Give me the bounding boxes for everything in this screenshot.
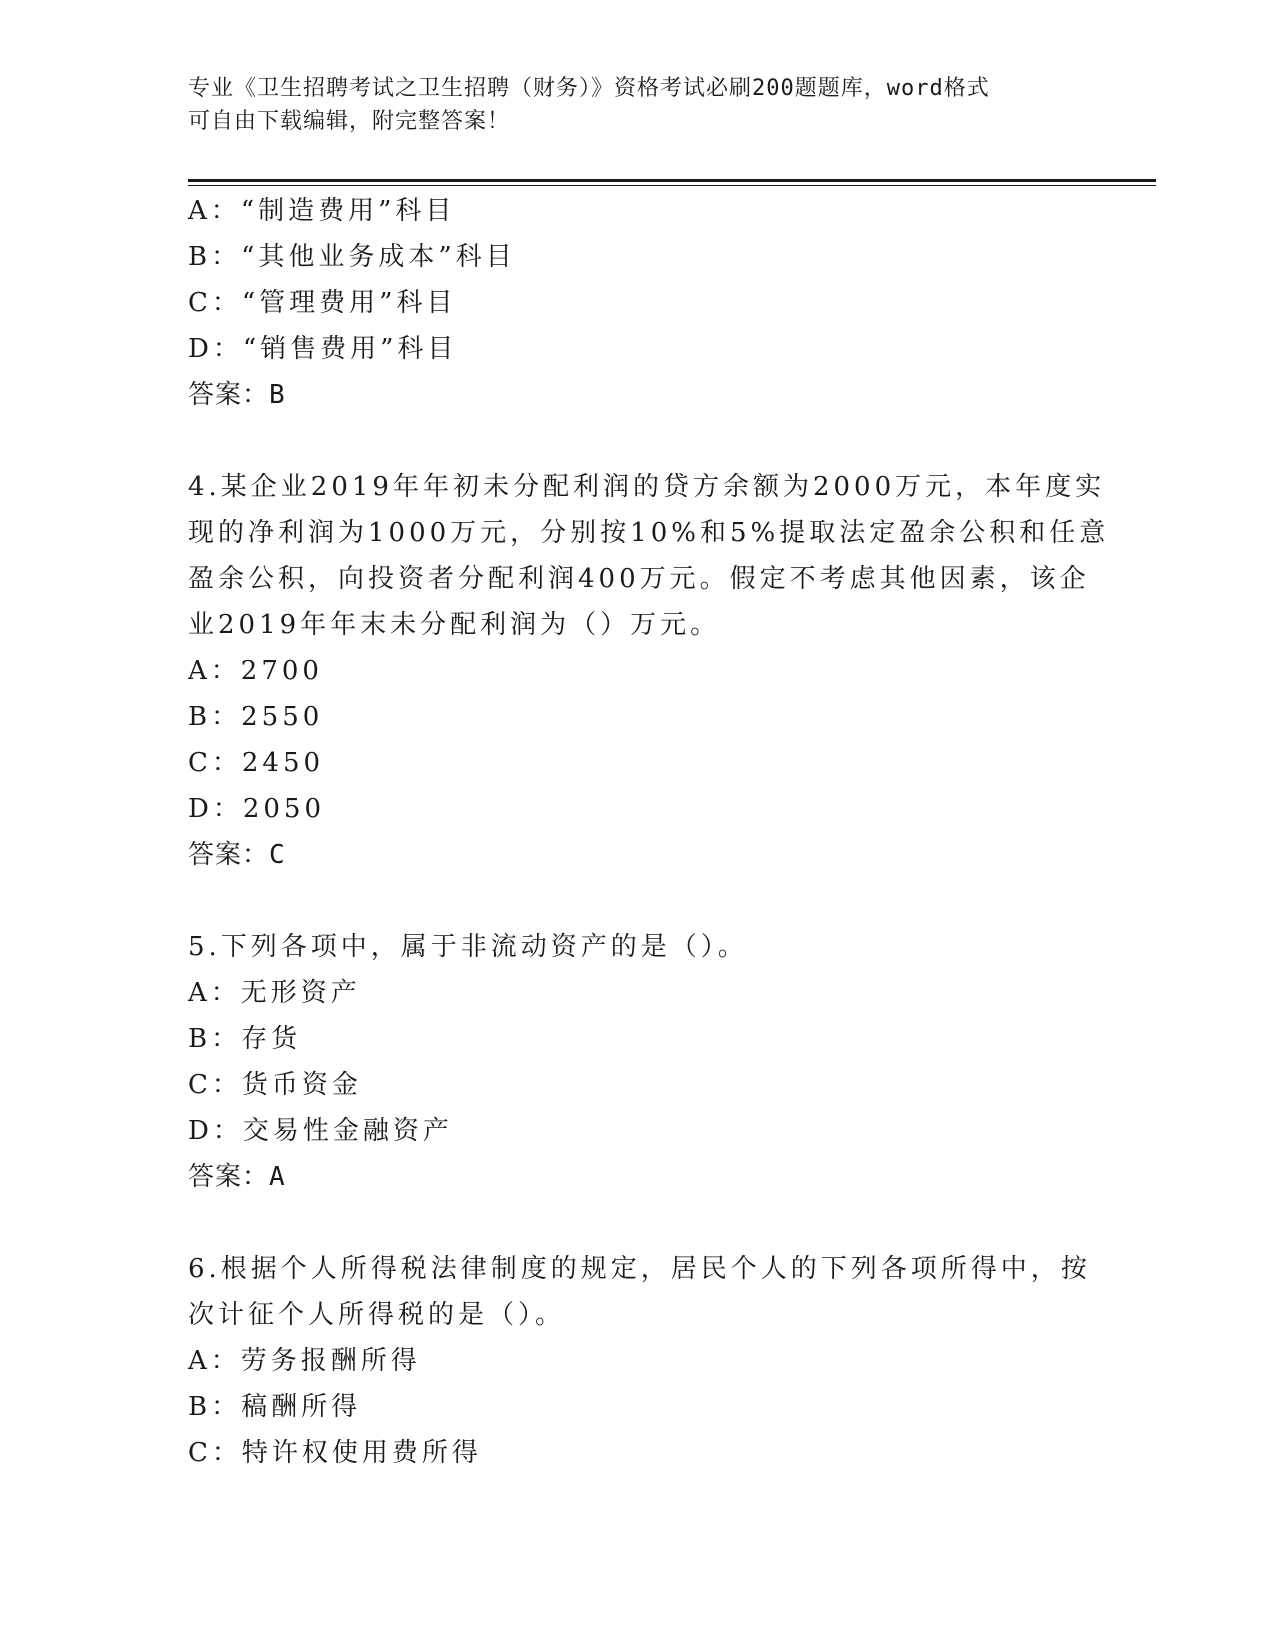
spacer <box>188 878 1088 924</box>
option-d: D：2050 <box>188 794 326 824</box>
option-c: C：2450 <box>188 748 325 778</box>
answer: 答案：C <box>188 840 286 870</box>
question-text-line: 盈余公积，向投资者分配利润400万元。假定不考虑其他因素，该企 <box>188 564 1090 594</box>
option-a: A：劳务报酬所得 <box>188 1346 421 1376</box>
question-text-line: 业2019年年末未分配利润为（）万元。 <box>188 610 721 640</box>
question-text-line: 5.下列各项中，属于非流动资产的是（）。 <box>188 932 748 962</box>
answer: 答案：A <box>188 1162 286 1192</box>
option-b: B：2550 <box>188 702 324 732</box>
header-divider-thick <box>188 179 1156 182</box>
spacer <box>188 418 1088 464</box>
option-b: B：稿酬所得 <box>188 1392 362 1422</box>
option-a: A：2700 <box>188 656 323 686</box>
question-text-line: 6.根据个人所得税法律制度的规定，居民个人的下列各项所得中，按 <box>188 1254 1091 1284</box>
option-c: C：特许权使用费所得 <box>188 1438 482 1468</box>
question-3 <box>188 188 1088 418</box>
option-b: B：存货 <box>188 1024 302 1054</box>
option-a: A：无形资产 <box>188 978 361 1008</box>
option-d: D：“销售费用”科目 <box>188 334 458 364</box>
document-header <box>188 72 1088 138</box>
question-text-line: 次计征个人所得税的是（）。 <box>188 1300 566 1330</box>
header-divider-thin <box>188 185 1156 186</box>
question-5 <box>188 924 1088 1200</box>
question-4 <box>188 464 1110 878</box>
option-a: A：“制造费用”科目 <box>188 196 456 226</box>
spacer <box>188 1200 1088 1246</box>
header-line-2: 可自由下载编辑，附完整答案！ <box>188 109 511 134</box>
option-c: C：货币资金 <box>188 1070 362 1100</box>
header-line-1: 专业《卫生招聘考试之卫生招聘（财务）》资格考试必刷200题题库，word格式 <box>188 76 990 101</box>
option-d: D：交易性金融资产 <box>188 1116 453 1146</box>
question-list <box>188 188 1110 1476</box>
question-text-line: 现的净利润为1000万元，分别按10%和5%提取法定盈余公积和任意 <box>188 518 1110 548</box>
option-b: B：“其他业务成本”科目 <box>188 242 516 272</box>
option-c: C：“管理费用”科目 <box>188 288 457 318</box>
answer: 答案：B <box>188 380 286 410</box>
question-text-line: 4.某企业2019年年初未分配利润的贷方余额为2000万元，本年度实 <box>188 472 1106 502</box>
question-6 <box>188 1246 1091 1476</box>
